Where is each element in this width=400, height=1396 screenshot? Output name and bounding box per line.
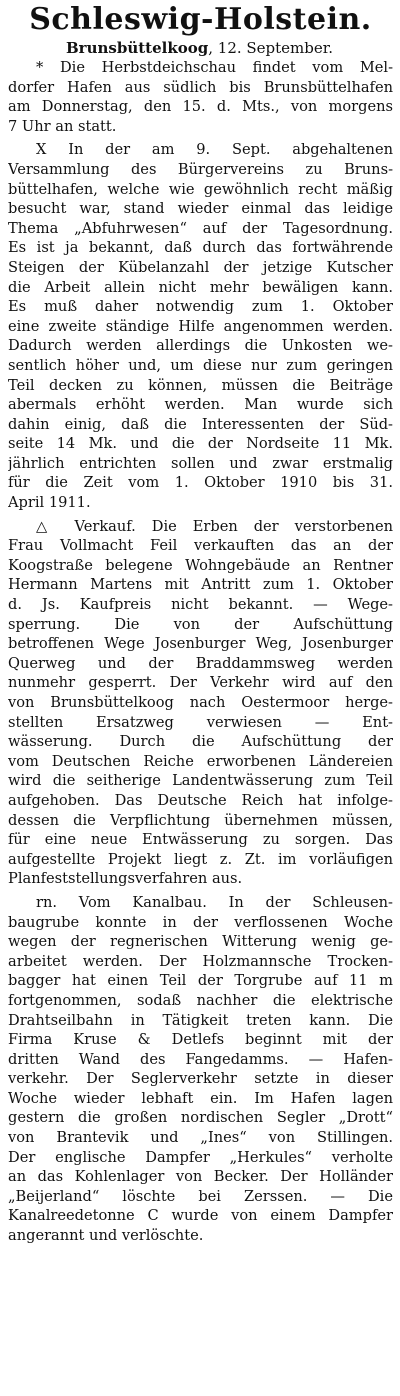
text-line: Planfeststellungsverfahren aus. xyxy=(8,870,243,888)
text-line: 7 Uhr an statt. xyxy=(8,117,117,135)
text-line: Steigen der Kübelanzahl der jetzige Kutscher xyxy=(8,258,393,276)
text-line: „Beijerland“ löschte bei Zerssen. — Die xyxy=(8,1187,393,1205)
text-line: verkehr. Der Seglerverkehr setzte in dieser xyxy=(8,1070,393,1088)
text-line: X In der am 9. Sept. abgehaltenen xyxy=(36,141,393,159)
text-line: stellten Ersatzweg verwiesen — Ent- xyxy=(8,713,393,731)
text-line: Drahtseilbahn in Tätigkeit treten kann. Die xyxy=(8,1011,393,1029)
text-line: betroffenen Wege Josenburger Weg, Josenburger xyxy=(8,635,393,653)
text-line: Es ist ja bekannt, daß durch das fortwährende xyxy=(8,239,393,257)
dateline xyxy=(8,38,393,58)
dateline-place: Brunsbüttelkoog xyxy=(66,39,209,57)
text-line: d. Js. Kaufpreis nicht bekannt. — Wege- xyxy=(8,596,393,614)
text-line: dessen die Verpflichtung übernehmen müssen, xyxy=(8,811,393,829)
text-line: April 1911. xyxy=(8,494,91,512)
text-line: seite 14 Mk. und die der Nordseite 11 Mk. xyxy=(8,435,393,453)
text-line: Es muß daher notwendig zum 1. Oktober xyxy=(8,298,393,316)
text-line: Der englische Dampfer „Herkules“ verholte xyxy=(8,1148,393,1166)
page-title: Schleswig-Holstein. xyxy=(29,2,372,37)
text-line: am Donnerstag, den 15. d. Mts., von morgens xyxy=(8,98,393,116)
text-line: wässerung. Durch die Aufschüttung der xyxy=(8,733,393,751)
article-text xyxy=(8,58,393,1246)
text-line: besucht war, stand wieder einmal das leidige xyxy=(8,200,393,218)
text-line: fortgenommen, sodaß nachher die elektrische xyxy=(8,991,393,1009)
text-line: dorfer Hafen aus südlich bis Brunsbüttelhafen xyxy=(8,78,393,96)
article-paragraph xyxy=(8,58,393,136)
text-line: Koogstraße belegene Wohngebäude an Rentner xyxy=(8,556,393,574)
text-line: arbeitet werden. Der Holzmannsche Trocken- xyxy=(8,952,393,970)
text-line: angerannt und verlöschte. xyxy=(8,1227,204,1245)
text-line: Hermann Martens mit Antritt zum 1. Oktober xyxy=(8,576,393,594)
text-line: jährlich entrichten sollen und zwar erstmalig xyxy=(8,454,393,472)
text-line: rn. Vom Kanalbau. In der Schleusen- xyxy=(36,893,393,911)
text-line: aufgehoben. Das Deutsche Reich hat infolge- xyxy=(8,791,393,809)
article-paragraph xyxy=(8,140,393,512)
text-line: eine zweite ständige Hilfe angenommen werden. xyxy=(8,317,393,335)
text-line: aufgestellte Projekt liegt z. Zt. im vorläufigen xyxy=(8,850,393,868)
text-line: Firma Kruse & Detlefs beginnt mit der xyxy=(8,1031,393,1049)
article-paragraph xyxy=(8,517,393,889)
text-line: sperrung. Die von der Aufschüttung xyxy=(8,615,393,633)
text-line: Frau Vollmacht Feil verkauften das an der xyxy=(8,537,393,555)
text-line: dahin einig, daß die Interessenten der Süd- xyxy=(8,415,393,433)
text-line: Kanalreedetonne C wurde von einem Dampfer xyxy=(8,1207,393,1225)
dateline-date: , 12. September. xyxy=(208,39,334,57)
text-line: gestern die großen nordischen Segler „Drott“ xyxy=(8,1109,393,1127)
text-line: von Brantevik und „Ines“ von Stillingen. xyxy=(8,1129,393,1147)
text-line: Querweg und der Braddammsweg werden xyxy=(8,654,393,672)
text-line: Teil decken zu können, müssen die Beiträge xyxy=(8,376,393,394)
text-line: Thema „Abfuhrwesen“ auf der Tagesordnung. xyxy=(8,219,393,237)
text-line: Dadurch werden allerdings die Unkosten we- xyxy=(8,337,393,355)
text-line: bagger hat einen Teil der Torgrube auf 11 m xyxy=(8,972,393,990)
text-line: dritten Wand des Fangedamms. — Hafen- xyxy=(8,1050,393,1068)
text-line: nunmehr gesperrt. Der Verkehr wird auf den xyxy=(8,674,393,692)
text-line: vom Deutschen Reiche erworbenen Ländereien xyxy=(8,752,393,770)
text-line: * Die Herbstdeichschau findet vom Mel- xyxy=(36,59,393,76)
text-line: sentlich höher und, um diese nur zum geringen xyxy=(8,356,393,374)
text-line: für eine neue Entwässerung zu sorgen. Das xyxy=(8,831,393,849)
text-line: büttelhafen, welche wie gewöhnlich recht mäßig xyxy=(8,180,393,198)
text-line: baugrube konnte in der verflossenen Woche xyxy=(8,913,393,931)
text-line: abermals erhöht werden. Man wurde sich xyxy=(8,396,393,414)
text-line: Woche wieder lebhaft ein. Im Hafen lagen xyxy=(8,1089,393,1107)
text-line: die Arbeit allein nicht mehr bewäligen kann. xyxy=(8,278,393,296)
text-line: von Brunsbüttelkoog nach Oestermoor herge- xyxy=(8,694,393,711)
text-line: Versammlung des Bürgervereins zu Bruns- xyxy=(8,160,393,178)
text-line: wird die seitherige Landentwässerung zum Teil xyxy=(8,772,393,790)
text-line: △ Verkauf. Die Erben der verstorbenen xyxy=(36,517,393,535)
text-line: für die Zeit vom 1. Oktober 1910 bis 31. xyxy=(8,474,393,492)
text-line: wegen der regnerischen Witterung wenig ge- xyxy=(8,933,393,951)
text-line: an das Kohlenlager von Becker. Der Holländer xyxy=(8,1168,393,1186)
article-paragraph xyxy=(8,893,393,1246)
